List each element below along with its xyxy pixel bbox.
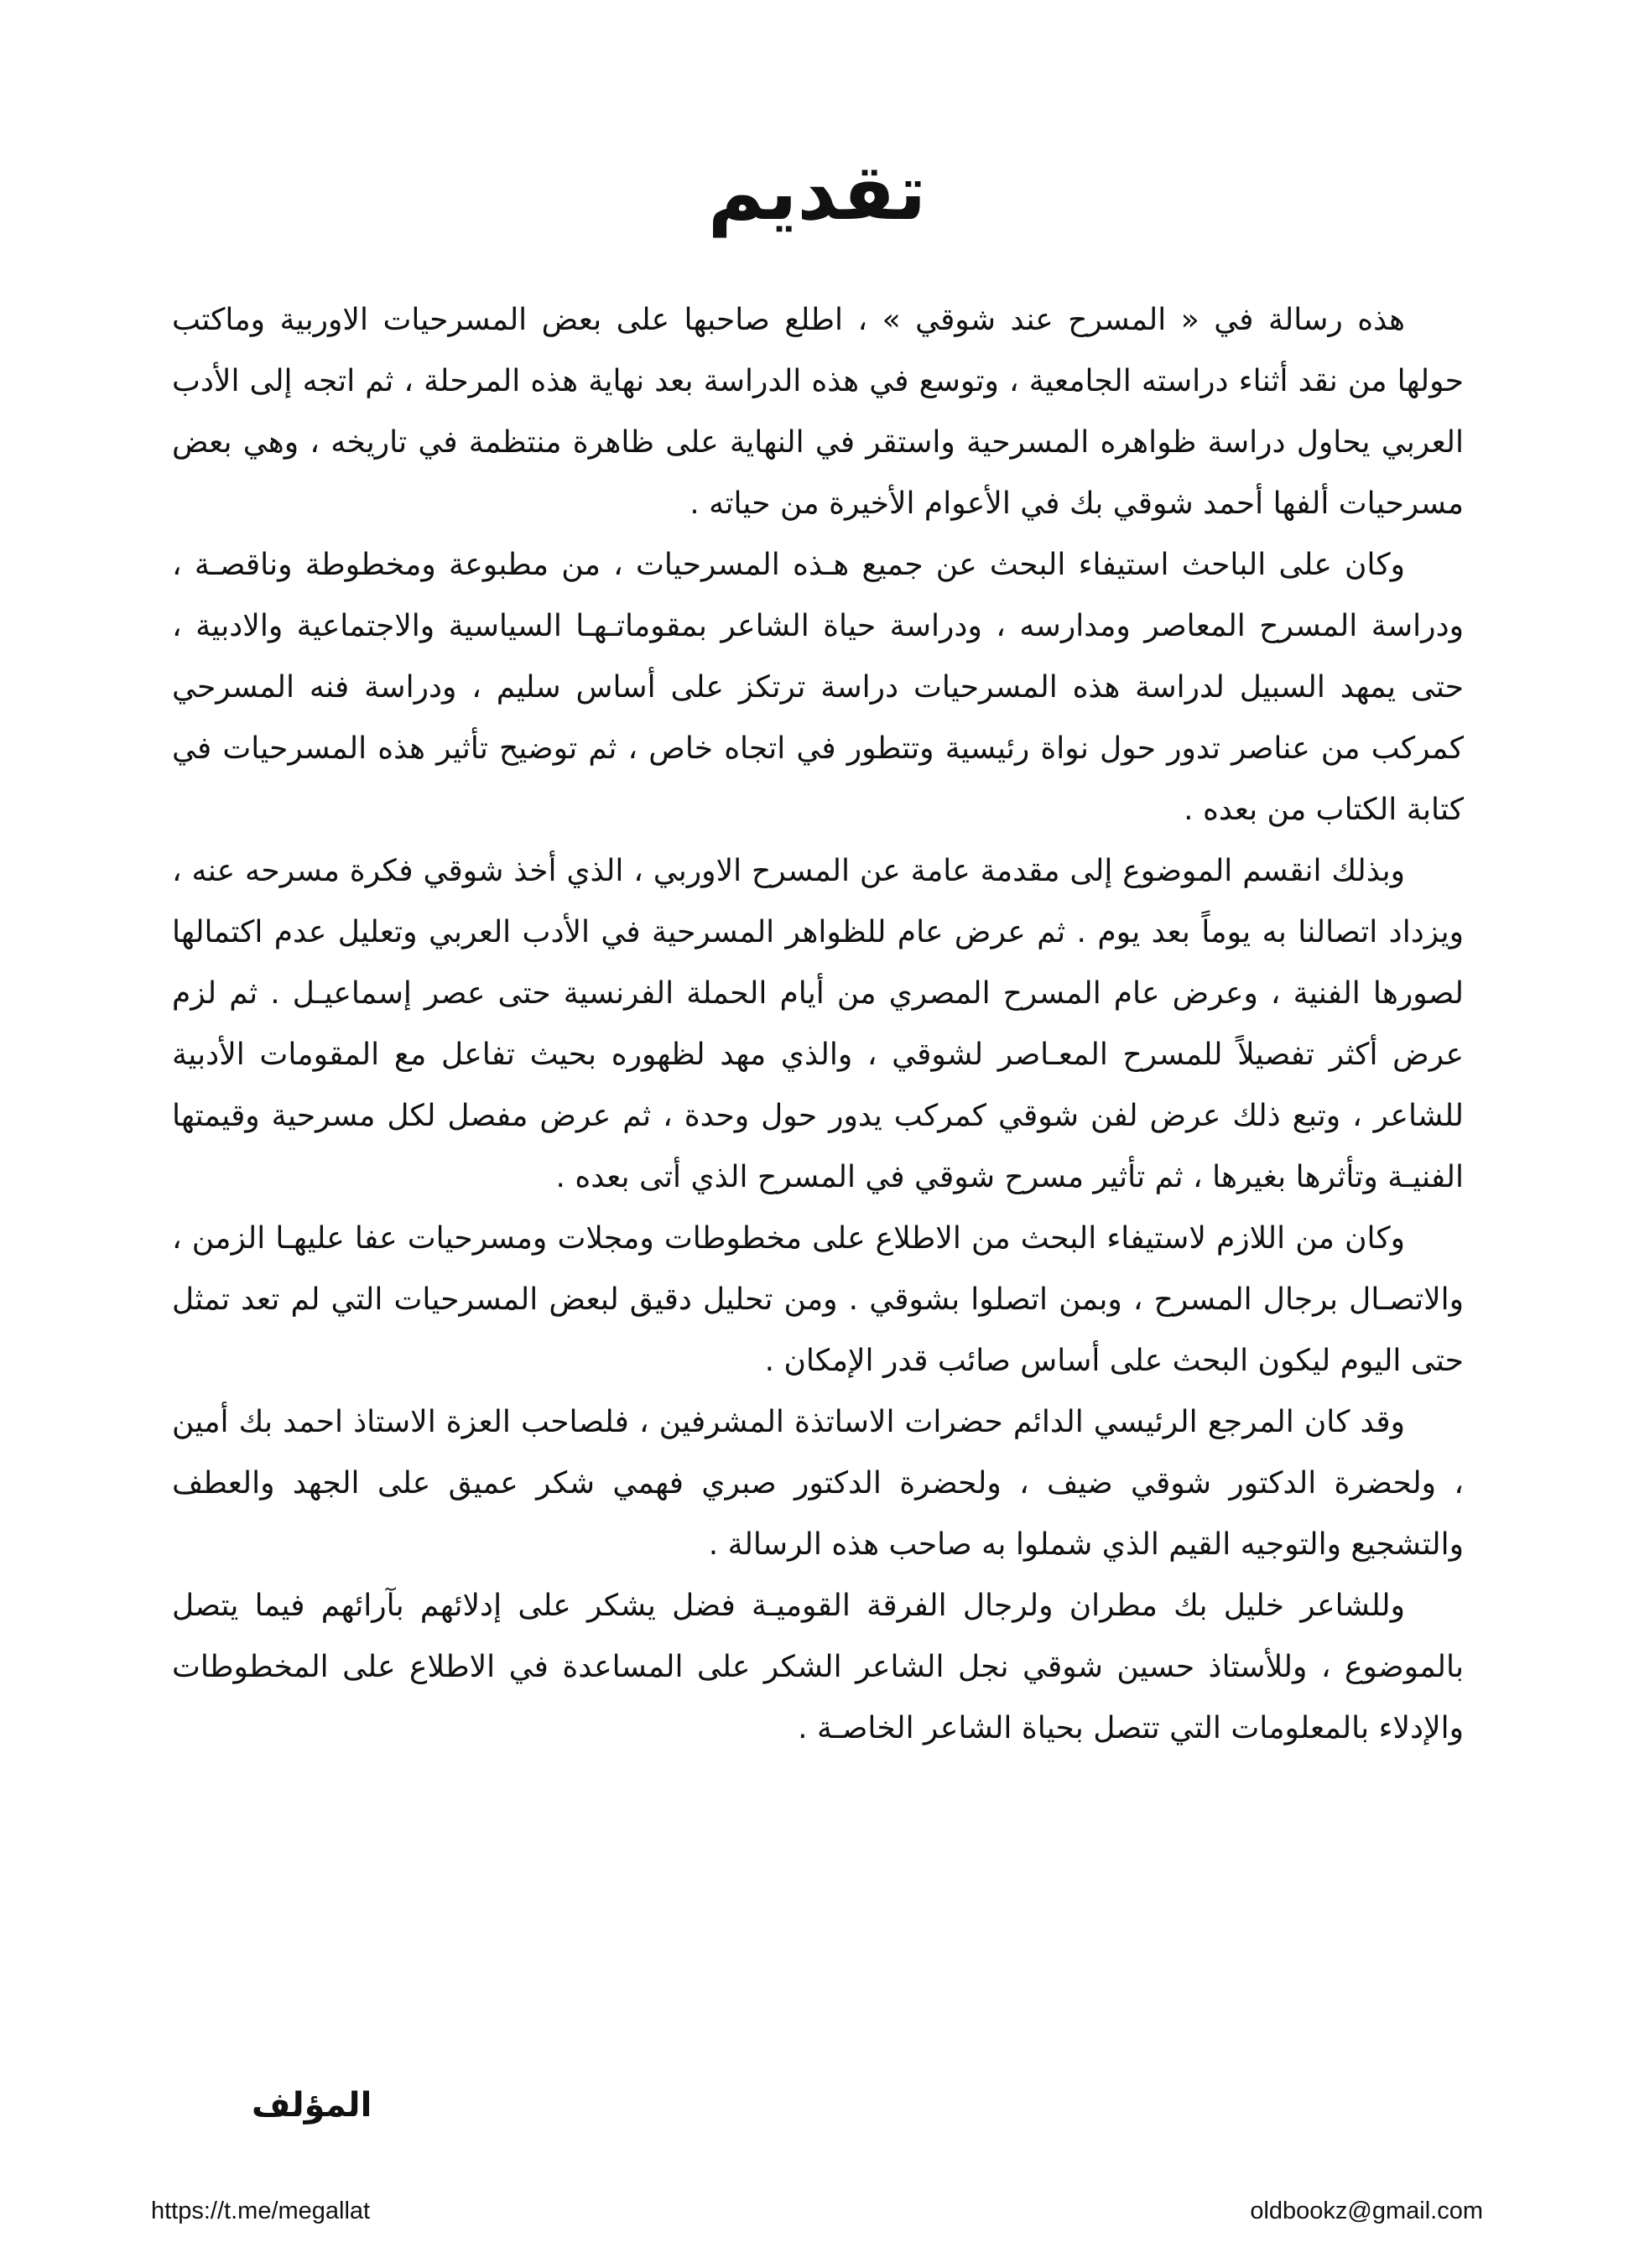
paragraph-4: وكان من اللازم لاستيفاء البحث من الاطلاع على مخطوطات ومجلات ومسرحيات عفا عليهـا الزمن ، والاتصـال برجال المسرح ، وبمن اتصلوا بشوقي . ومن تحليل دقيق لبعض المسرحيات التي لم تعد تمثل حتى اليوم ليكون البحث على أساس صائب قدر الإمكان . xyxy=(172,1221,1464,1378)
page-title: تقديم xyxy=(707,148,927,237)
paragraph-3: وبذلك انقسم الموضوع إلى مقدمة عامة عن المسرح الاوربي ، الذي أخذ شوقي فكرة مسرحه عنه ، ويزداد اتصالنا به يوماً بعد يوم . ثم عرض عام للظواهر المسرحية في الأدب العربي وتعليل عدم اكتمالها لصورها الفنية ، وعرض عام المسرح المصري من أيام الحملة الفرنسية حتى عصر إسماعيـل . ثم لزم عرض أكثر تفصيلاً للمسرح المعـاصر لشوقي ، والذي مهد لظهوره بحيث تفاعل مع المقومات الأدبية للشاعر ، وتبع ذلك عرض لفن شوقي كمركب يدور حول وحدة ، ثم عرض مفصل لكل مسرحية وقيمتها الفنيـة وتأثرها بغيرها ، ثم تأثير مسرح شوقي في المسرح الذي أتى بعده . xyxy=(172,854,1464,1194)
telegram-link[interactable]: https://t.me/megallat xyxy=(151,2198,371,2224)
paragraph-5: وقد كان المرجع الرئيسي الدائم حضرات الاساتذة المشرفين ، فلصاحب العزة الاستاذ احمد بك أمين ، ولحضرة الدكتور شوقي ضيف ، ولحضرة الدكتور صبري فهمي شكر عميق على الجهد والعطف والتشجيع والتوجيه القيم الذي شملوا به صاحب هذه الرسالة . xyxy=(172,1405,1464,1562)
body-text xyxy=(172,289,1464,1759)
paragraph-1: هذه رسالة في « المسرح عند شوقي » ، اطلع صاحبها على بعض المسرحيات الاوربية وماكتب حولها من نقد أثناء دراسته الجامعية ، وتوسع في هذه الدراسة بعد نهاية هذه المرحلة ، ثم اتجه إلى الأدب العربي يحاول دراسة ظواهره المسرحية واستقر في النهاية على ظاهرة منتظمة في تاريخه ، وهي بعض مسرحيات ألفها أحمد شوقي بك في الأعوام الأخيرة من حياته . xyxy=(172,303,1464,521)
author-signature: المؤلف xyxy=(252,2086,372,2125)
contact-email[interactable]: oldbookz@gmail.com xyxy=(1250,2198,1483,2224)
footer xyxy=(0,2194,1634,2228)
paragraph-6: وللشاعر خليل بك مطران ولرجال الفرقة القوميـة فضل يشكر على إدلائهم بآرائهم فيما يتصل بالموضوع ، وللأستاذ حسين شوقي نجل الشاعر الشكر على المساعدة في الاطلاع على المخطوطات والإدلاء بالمعلومات التي تتصل بحياة الشاعر الخاصـة . xyxy=(172,1589,1464,1745)
paragraph-2: وكان على الباحث استيفاء البحث عن جميع هـذه المسرحيات ، من مطبوعة ومخطوطة وناقصـة ، ودراسة المسرح المعاصر ومدارسه ، ودراسة حياة الشاعر بمقوماتـهـا السياسية والاجتماعية والادبية ، حتى يمهد السبيل لدراسة هذه المسرحيات دراسة ترتكز على أساس سليم ، ودراسة فنه المسرحي كمركب من عناصر تدور حول نواة رئيسية وتتطور في اتجاه خاص ، ثم توضيح تأثير هذه المسرحيات في كتابة الكتاب من بعده . xyxy=(172,548,1464,827)
